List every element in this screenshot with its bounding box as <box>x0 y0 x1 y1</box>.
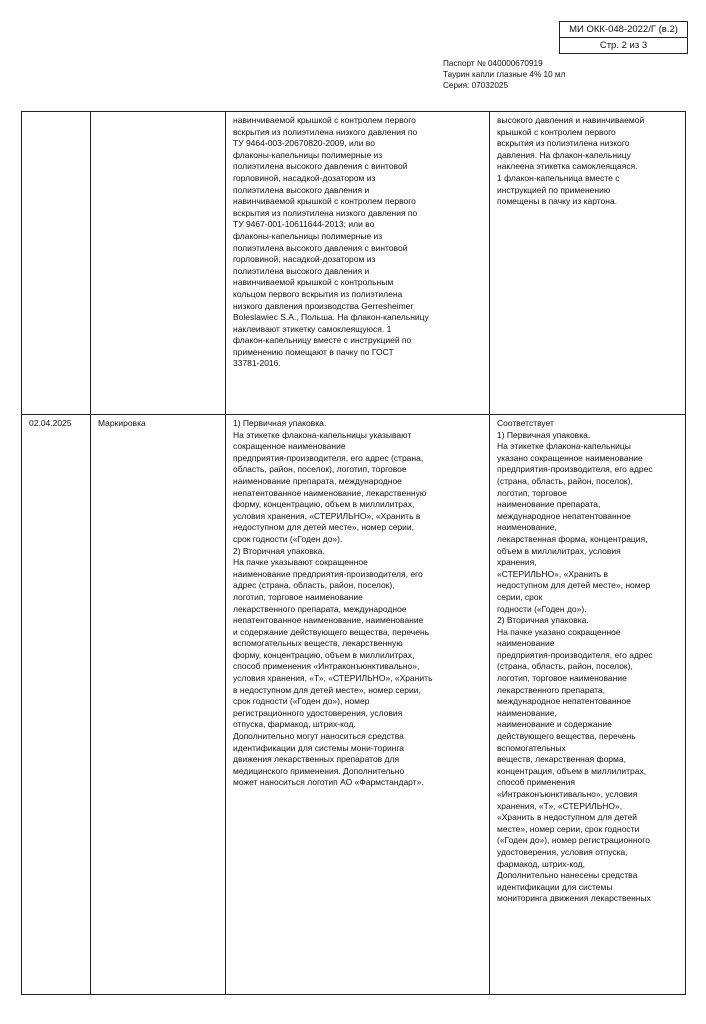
text-line: концентрация, объем в миллилитрах, <box>497 765 647 776</box>
text-line: фармакод, штрих-код, <box>497 858 586 869</box>
text-line: медицинского применения. Дополнительно <box>233 765 405 776</box>
text-line: полиэтилена высокого давления с винтовой <box>233 161 408 172</box>
text-line: ТУ 9467-001-10611644-2013; или во <box>233 219 375 230</box>
text-line: месте», номер серии, срок годности <box>497 823 640 834</box>
text-line: идентификации для системы мони-торинга <box>233 742 405 753</box>
text-line: непатентованное наименование, лекарственную <box>233 487 427 498</box>
text-line: предприятия-производителя, его адрес <box>497 464 653 475</box>
text-line: («Годен до»), номер регистрационного <box>497 835 650 846</box>
text-line: веществ, лекарственная форма, <box>497 754 626 765</box>
requirement-cell <box>226 112 490 415</box>
text-line: способ применения «Интраконъюнктивально», <box>233 661 420 672</box>
text-line: годности («Годен до»). <box>497 603 587 614</box>
text-line: Дополнительно могут наноситься средства <box>233 731 404 742</box>
text-line: флаконы-капельницы полимерные из <box>233 230 383 241</box>
text-line: низкого давления производства Gerresheimer <box>233 300 414 311</box>
text-line: адрес (страна, область, район, поселок), <box>233 580 395 591</box>
indicator-cell: Маркировка <box>91 415 226 995</box>
text-line: область, район, поселок), логотип, торговое <box>233 464 407 475</box>
text-line: ТУ 9464-003-20670820-2009, или во <box>233 138 375 149</box>
text-line: (страна, область, район, поселок), <box>497 661 633 672</box>
text-line: На пачке указывают сокращенное <box>233 557 368 568</box>
text-line: Соответствует <box>497 418 554 428</box>
result-cell <box>490 112 686 415</box>
text-line: «Хранить в недоступном для детей <box>497 812 638 823</box>
text-line: 1 флакон-капельница вместе с <box>497 172 620 183</box>
text-line: и содержание действующего вещества, перечень <box>233 626 430 637</box>
text-line: действующего вещества, перечень <box>497 731 636 742</box>
text-line: может наноситься логотип АО «Фармстандарт». <box>233 777 424 788</box>
text-line: в недоступном для детей месте», номер серии, <box>233 684 421 695</box>
text-line: хранения, <box>497 557 537 568</box>
text-line: недоступном для детей месте», номер <box>497 580 651 591</box>
text-line: форму, концентрацию, объем в миллилитрах, <box>233 499 415 510</box>
text-line: 1) Первичная упаковка. <box>497 429 591 440</box>
text-line: непатентованное наименование, наименование <box>233 615 424 626</box>
text-line: удостоверения, условия отпуска, <box>497 846 628 857</box>
passport-block <box>443 58 565 91</box>
text-line: флакон-капельницу вместе с инструкцией по <box>233 335 412 346</box>
text-line: высокого давления и навинчиваемой <box>497 115 645 125</box>
text-line: логотип, торговое <box>497 487 567 498</box>
text-line: вспомогательных <box>497 742 566 753</box>
text-line: полиэтилена высокого давления с винтовой <box>233 242 408 253</box>
text-line: международное непатентованное <box>497 696 631 707</box>
document-code-box <box>559 21 688 54</box>
text-line: кольцом первого вскрытия из полиэтилена <box>233 288 403 299</box>
text-line: флаконы-капельницы полимерные из <box>233 149 383 160</box>
text-line: наименование и содержание <box>497 719 612 730</box>
text-line: способ применения <box>497 777 575 788</box>
text-line: сокращенное наименование <box>233 441 346 452</box>
text-line: полиэтилена высокого давления и <box>233 265 370 276</box>
text-line: наименование предприятия-производителя, его <box>233 568 423 579</box>
text-line: навинчиваемой крышкой с контрольным <box>233 277 394 288</box>
text-line: идентификации для системы <box>497 881 613 892</box>
text-line: крышкой с контролем первого <box>497 126 616 137</box>
text-line: наименование, <box>497 707 557 718</box>
text-line: вскрытия из полиэтилена низкого <box>497 138 630 149</box>
product-name: Таурин капли глазные 4% 10 мл <box>443 70 566 79</box>
text-line: мониторинга движения лекарственных <box>497 893 651 904</box>
text-line: горловиной, насадкой-дозатором из <box>233 254 376 265</box>
text-line: вспомогательных веществ, лекарственную <box>233 638 403 649</box>
table-row <box>22 415 686 995</box>
document-code: МИ ОКК-048-2022/Г (в.2) <box>569 24 678 35</box>
text-line: давления. На флакон-капельницу <box>497 149 631 160</box>
text-line: лекарственного препарата, <box>497 684 605 695</box>
table-row <box>22 112 686 415</box>
analysis-table <box>21 111 686 995</box>
text-line: регистрационного удостоверения, условия <box>233 707 403 718</box>
text-line: наименование, <box>497 522 557 533</box>
text-line: вскрытия из полиэтилена низкого давления по <box>233 207 418 218</box>
passport-number: Паспорт № 040000670919 <box>443 59 543 68</box>
text-line: полиэтилена высокого давления и <box>233 184 370 195</box>
text-line: На пачке указано сокращенное <box>497 626 621 637</box>
text-line: срок годности («Годен до»). <box>233 533 343 544</box>
text-line: наклеена этикетка самоклеящаяся. <box>497 161 638 172</box>
text-line: На этикетке флакона-капельницы указывают <box>233 429 412 440</box>
text-line: международное непатентованное <box>497 510 631 521</box>
text-line: условия хранения, «Т», «СТЕРИЛЬНО», «Хранить <box>233 673 433 684</box>
result-cell <box>490 415 686 995</box>
text-line: отпуска, фармакод, штрих-код. <box>233 719 356 730</box>
text-line: 33781-2016. <box>233 358 281 369</box>
text-line: 1) Первичная упаковка. <box>233 418 327 428</box>
text-line: предприятия-производителя, его адрес (страна, <box>233 452 424 463</box>
text-line: инструкцией по применению <box>497 184 611 195</box>
date-cell <box>22 112 91 415</box>
text-line: лекарственная форма, концентрация, <box>497 533 648 544</box>
text-line: вскрытия из полиэтилена низкого давления по <box>233 126 418 137</box>
text-line: срок годности («Годен до»), номер <box>233 696 370 707</box>
text-line: 2) Вторичная упаковка. <box>233 545 325 556</box>
text-line: логотип, торговое наименование <box>233 591 363 602</box>
text-line: «СТЕРИЛЬНО», «Хранить в <box>497 568 609 579</box>
text-line: применению помещают в пачку по ГОСТ <box>233 346 394 357</box>
text-line: лекарственного препарата, международное <box>233 603 407 614</box>
text-line: серии, срок <box>497 591 543 602</box>
text-line: хранения, «Т», «СТЕРИЛЬНО», <box>497 800 623 811</box>
text-line: недоступном для детей месте», номер серии, <box>233 522 415 533</box>
text-line: «Интраконъюнктивально», условия <box>497 789 638 799</box>
text-line: (страна, область, район, поселок), <box>497 475 633 486</box>
text-line: указано сокращенное наименование <box>497 452 643 463</box>
text-line: предприятия-производителя, его адрес <box>497 649 653 660</box>
text-line: навинчиваемой крышкой с контролем первого <box>233 115 416 125</box>
text-line: движения лекарственных препаратов для <box>233 754 400 765</box>
text-line: наименование <box>497 638 555 649</box>
text-line: наименование препарата, <box>497 499 601 510</box>
text-line: Boleslawiec S.A., Польша. На флакон-капельницу <box>233 312 429 323</box>
text-line: логотип, торговое наименование <box>497 673 627 684</box>
text-line: форму, концентрацию, объем в миллилитрах, <box>233 649 415 660</box>
text-line: наклеивают этикетку самоклеящуюся. 1 <box>233 323 392 334</box>
text-line: горловиной, насадкой-дозатором из <box>233 172 376 183</box>
text-line: условия хранения, «СТЕРИЛЬНО», «Хранить в <box>233 510 421 521</box>
text-line: 2) Вторичная упаковка. <box>497 615 589 626</box>
text-line: На этикетке флакона-капельницы <box>497 441 631 452</box>
page-number: Стр. 2 из 3 <box>560 37 687 53</box>
batch-series: Серия: 07032025 <box>443 81 509 90</box>
requirement-cell <box>226 415 490 995</box>
date-cell: 02.04.2025 <box>22 415 91 995</box>
text-line: объем в миллилитрах, условия <box>497 545 621 556</box>
indicator-cell <box>91 112 226 415</box>
text-line: Дополнительно нанесены средства <box>497 870 638 881</box>
text-line: навинчиваемой крышкой с контролем первого <box>233 196 416 207</box>
text-line: помещены в пачку из картона. <box>497 196 618 207</box>
text-line: наименование препарата, международное <box>233 475 402 486</box>
